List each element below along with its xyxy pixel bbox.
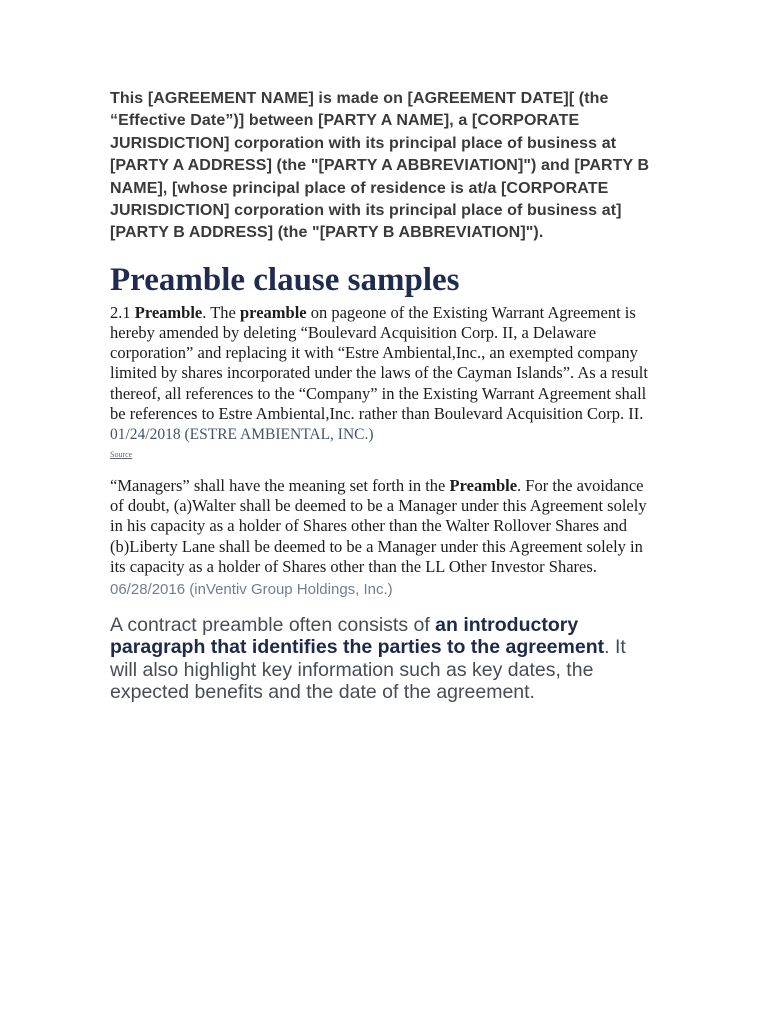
sample-clause-2 [110, 476, 657, 599]
summary-paragraph [110, 614, 657, 703]
sample1-mid: . The [202, 302, 240, 322]
sample2-paragraph [110, 476, 657, 577]
sample1-prefix: 2.1 [110, 302, 135, 322]
sample1-date-citation: 01/24/2018 (ESTRE AMBIENTAL, INC.) [110, 426, 374, 444]
sample2-bold-preamble: Preamble [449, 476, 518, 496]
sample2-prefix: “Managers” shall have the meaning set forth in the [110, 476, 450, 496]
source-link[interactable]: Source [110, 450, 133, 460]
sample2-date-citation: 06/28/2016 (inVentiv Group Holdings, Inc.) [110, 581, 393, 599]
sample1-body: on pageone of the Existing Warrant Agreement is hereby amended by deleting “Boulevard Acquisition Corp. II, a Delaware corporation” and replacing it with “Estre Ambiental,Inc., an exempted company limited by shares incorporated under the laws of the Cayman Islands”. As a result thereof, all references to the “Company” in the Existing Warrant Agreement shall be references to Estre Ambiental,Inc. rather than Boulevard Acquisition Corp. II. [110, 302, 648, 423]
intro-template-paragraph: This [AGREEMENT NAME] is made on [AGREEMENT DATE][ (the “Effective Date”)] between [PARTY A NAME], a [CORPORATE JURISDICTION] corporation with its principal place of business at [PARTY A ADDRESS] (the "[PARTY A ABBREVIATION]") and [PARTY B NAME], [whose principal place of residence is at/a [CORPORATE JURISDICTION] corporation with its principal place of business at] [PARTY B ADDRESS] (the "[PARTY B ABBREVIATION]"). [110, 90, 650, 242]
sample1-bold-preamble-2: preamble [240, 302, 307, 322]
sample1-bold-preamble: Preamble [134, 302, 203, 322]
page-title: Preamble clause samples [110, 261, 460, 298]
document-page [110, 88, 657, 703]
summary-part1: A contract preamble often consists of [110, 614, 436, 637]
summary-part2: . It will also highlight key information such as key dates, the expected benefits and the date of the agreement. [110, 636, 626, 703]
sample2-body: . For the avoidance of doubt, (a)Walter shall be deemed to be a Manager under this Agreement solely in his capacity as a holder of Shares other than the Walter Rollover Shares and (b)Liberty Lane shall be deemed to be a Manager under this Agreement solely in its capacity as a holder of Shares other than the LL Other Investor Shares. [110, 476, 647, 576]
sample1-paragraph [110, 303, 657, 424]
sample-clause-1 [110, 303, 657, 462]
summary-highlight: an introductory paragraph that identifies the parties to the agreement [110, 614, 605, 659]
